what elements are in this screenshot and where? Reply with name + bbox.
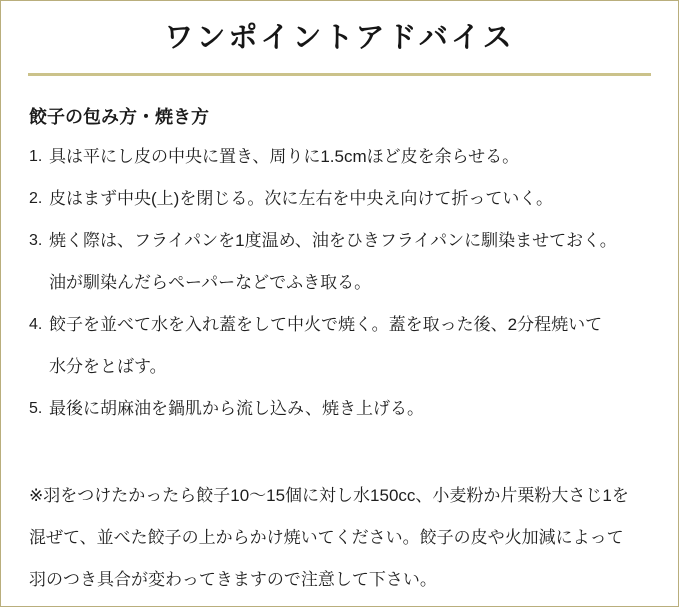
step-text-line: 油が馴染んだらペーパーなどでふき取る。: [49, 273, 372, 292]
step-number: 5.: [29, 400, 43, 417]
section-heading: 餃子の包み方・焼き方: [29, 107, 209, 127]
step-item: [29, 178, 650, 220]
step-text: [49, 178, 650, 220]
step-number: 1.: [29, 148, 43, 165]
note-text-line: 混ぜて、並べた餃子の上からかけ焼いてください。餃子の皮や火加減によって: [29, 528, 624, 547]
page-title: ワンポイントアドバイス: [164, 22, 515, 54]
step-number: 4.: [29, 316, 43, 333]
step-item: [29, 304, 650, 388]
steps-list: [29, 136, 650, 430]
note-text-line: ※羽をつけたかったら餃子10〜15個に対し水150cc、小麦粉か片栗粉大さじ1を: [29, 486, 629, 505]
note-text-line: 羽のつき具合が変わってきますので注意して下さい。: [29, 570, 437, 589]
step-text-line: 水分をとばす。: [49, 357, 167, 376]
step-item: [29, 220, 650, 304]
step-text-line: 皮はまず中央(上)を閉じる。次に左右を中央え向けて折っていく。: [49, 189, 553, 208]
step-text-line: 焼く際は、フライパンを1度温め、油をひきフライパンに馴染ませておく。: [49, 231, 617, 250]
step-text: [49, 220, 650, 304]
step-number: 3.: [29, 232, 43, 249]
advice-content: [1, 106, 678, 601]
step-text: [49, 304, 650, 388]
step-text: [49, 388, 650, 430]
step-text-line: 餃子を並べて水を入れ蓋をして中火で焼く。蓋を取った後、2分程焼いて: [49, 315, 603, 334]
step-text-line: 具は平にし皮の中央に置き、周りに1.5cmほど皮を余らせる。: [49, 147, 520, 166]
step-number: 2.: [29, 190, 43, 207]
note-text: [29, 475, 650, 601]
step-text: [49, 136, 650, 178]
step-item: [29, 136, 650, 178]
step-item: [29, 388, 650, 430]
step-text-line: 最後に胡麻油を鍋肌から流し込み、焼き上げる。: [49, 399, 425, 418]
title-divider: [28, 73, 651, 76]
